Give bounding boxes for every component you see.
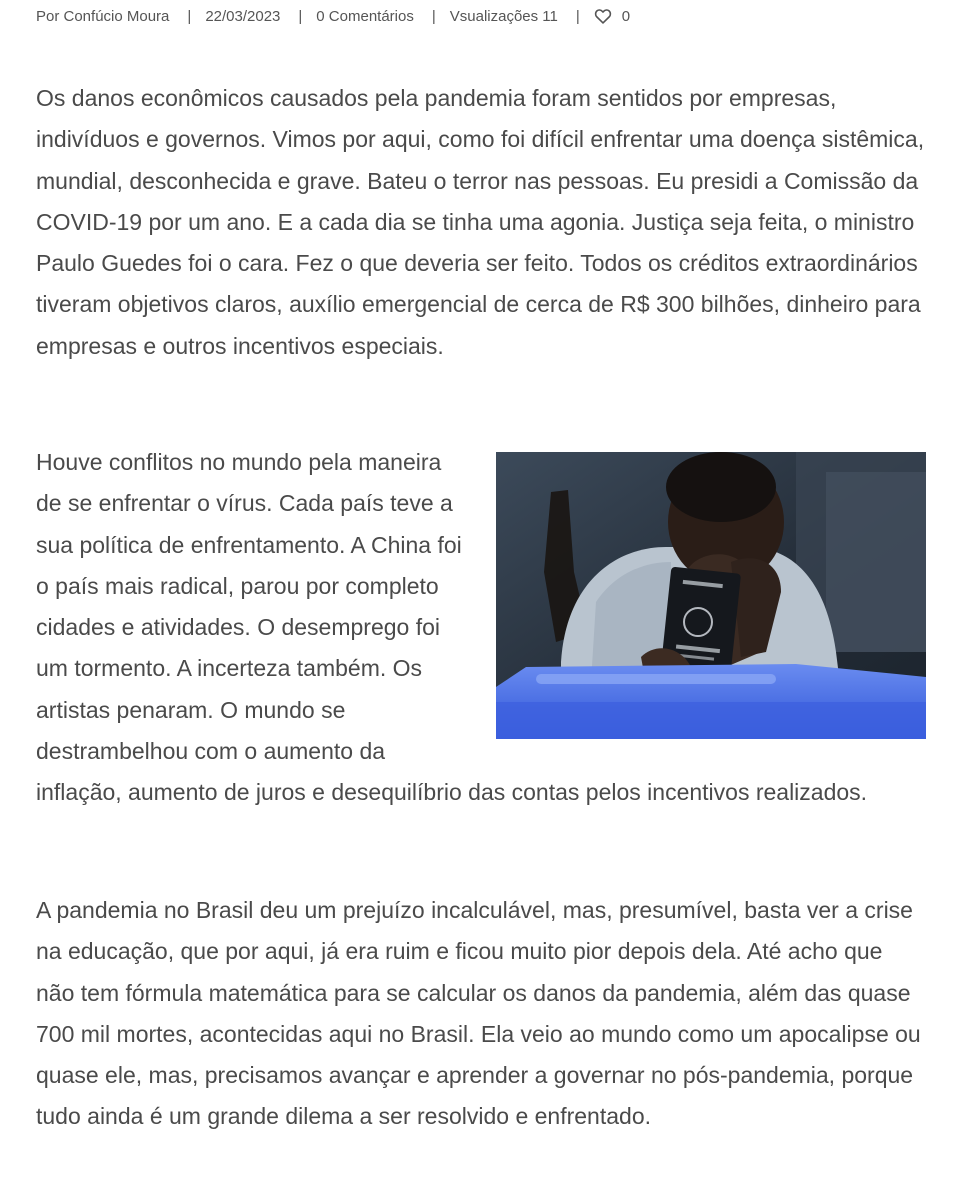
heart-icon [594, 8, 612, 24]
article-paragraph: A pandemia no Brasil deu um prejuízo incalculável, mas, presumível, basta ver a crise na educação, que por aqui, já era ruim e ficou muito pior depois dela. Até acho que não tem fórmula matemática para se calcular os danos da pandemia, além das quase 700 mil mortes, acontecidas aqui no Brasil. Ela veio ao mundo como um apocalipse ou quase ele, mas, precisamos avançar e aprender a governar no pós-pandemia, porque tudo ainda é um grande dilema a ser resolvido e enfrentado. [36, 897, 921, 1130]
meta-separator: | [431, 7, 436, 25]
article-paragraph-text: Houve conflitos no mundo pela maneira de se enfrentar o vírus. Cada país teve a sua política de enfrentamento. A China foi o país mais radical, parou por completo cidades e atividades. O desemprego foi um tormento. A incerteza também. Os artistas penaram. O mundo se destrambelhou com o aumento da inflação, aumento de juros e desequilíbrio das contas pelos incentivos realizados. [36, 449, 868, 806]
likes-count: 0 [621, 7, 631, 25]
post-date: 22/03/2023 [205, 7, 281, 25]
meta-separator: | [298, 7, 303, 25]
article-paragraph-with-image [36, 442, 926, 814]
meta-separator: | [575, 7, 580, 25]
views-count: Vsualizações 11 [449, 7, 558, 25]
comments-link[interactable]: 0 Comentários [316, 7, 414, 25]
photo-man-holding-work-card [496, 452, 926, 739]
author-link[interactable]: Por Confúcio Moura [36, 7, 170, 25]
post-meta [36, 0, 924, 32]
like-button[interactable] [594, 8, 612, 24]
article-paragraph: Os danos econômicos causados pela pandemia foram sentidos por empresas, indivíduos e governos. Vimos por aqui, como foi difícil enfrentar uma doença sistêmica, mundial, desconhecida e grave. Bateu o terror nas pessoas. Eu presidi a Comissão da COVID-19 por um ano. E a cada dia se tinha uma agonia. Justiça seja feita, o ministro Paulo Guedes foi o cara. Fez o que deveria ser feito. Todos os créditos extraordinários tiveram objetivos claros, auxílio emergencial de cerca de R$ 300 bilhões, dinheiro para empresas e outros incentivos especiais. [36, 85, 925, 359]
article-image [496, 452, 926, 739]
meta-separator: | [187, 7, 192, 25]
